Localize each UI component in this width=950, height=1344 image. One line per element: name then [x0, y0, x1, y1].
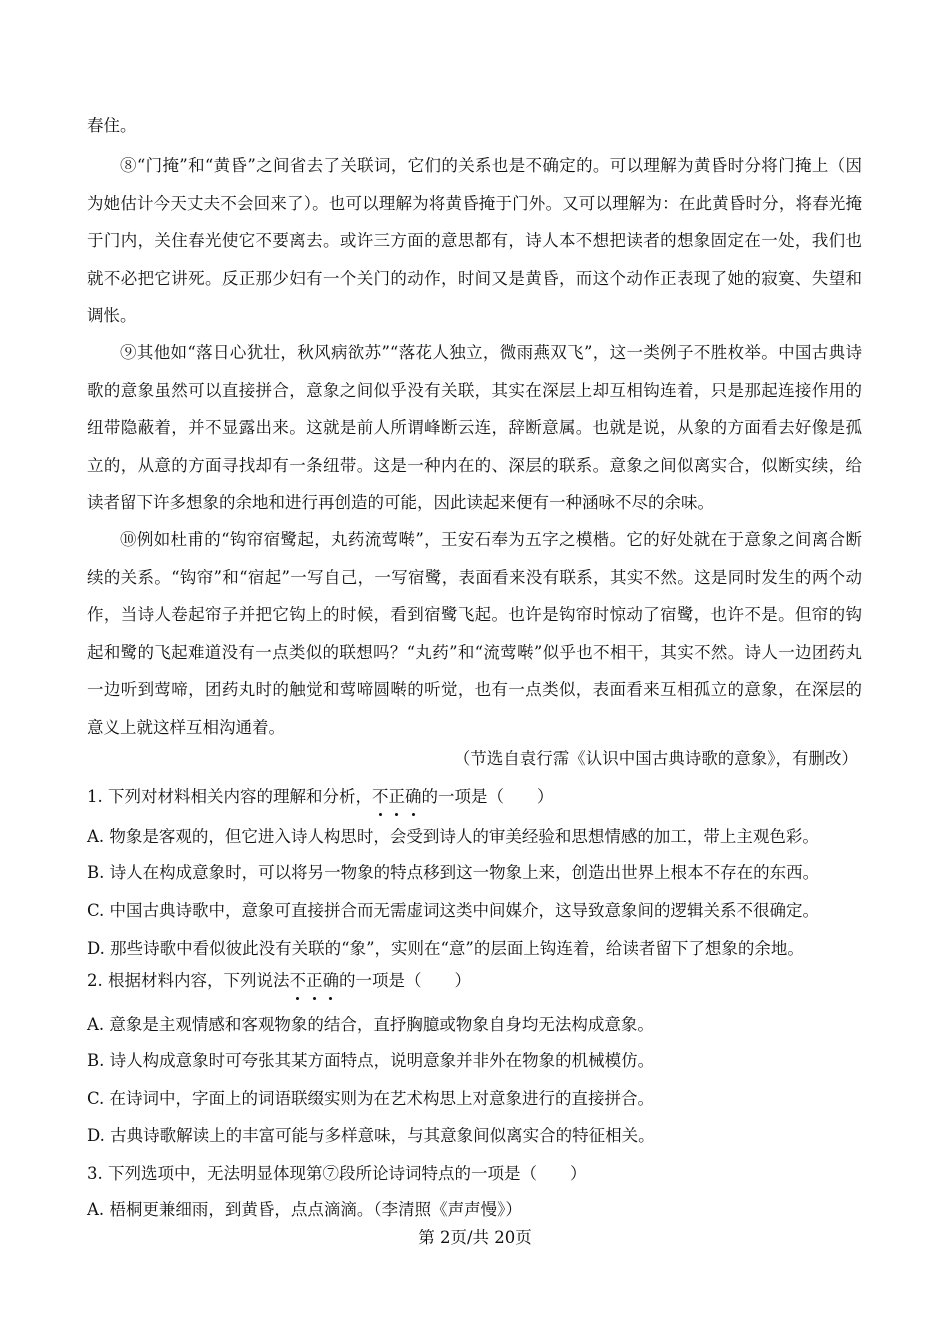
question-1-option-c: C. 中国古典诗歌中，意象可直接拼合而无需虚词这类中间媒介，这导致意象间的逻辑关系不很确定。 [87, 901, 820, 920]
source-citation: （节选自袁行霈《认识中国古典诗歌的意象》，有删改） [453, 749, 858, 768]
question-2-option-b: B. 诗人构成意象时可夸张其某方面特点，说明意象并非外在物象的机械模仿。 [87, 1051, 655, 1070]
emphasis-char: 不 [290, 969, 307, 993]
passage-paragraph-10: ⑩例如杜甫的“钩帘宿鹭起，丸药流莺啭”，王安石奉为五字之模楷。它的好处就在于意象之间离合断续的关系。“钩帘”和“宿起”一写自己，一写宿鹭，表面看来没有联系，其实不然。这是同时发生的两个动作，当诗人卷起帘子并把它钩上的时候，看到宿鹭飞起。也许是钩帘时惊动了宿鹭，也许不是。但帘的钩起和鹭的飞起难道没有一点类似的联想吗？“丸药”和“流莺啭”似乎也不相干，其实不然。诗人一边团药丸一边听到莺啼，团药丸时的触觉和莺啼圆啭的听觉，也有一点类似，表面看来互相孤立的意象，在深层的意义上就这样互相沟通着。 [87, 530, 862, 737]
question-1-option-d: D. 那些诗歌中看似彼此没有关联的“象”，实则在“意”的层面上钩连着，给读者留下了想象的余地。 [87, 939, 804, 958]
passage-paragraph-8: ⑧“门掩”和“黄昏”之间省去了关联词，它们的关系也是不确定的。可以理解为黄昏时分将门掩上（因为她估计今天丈夫不会回来了）。也可以理解为将黄昏掩于门外。又可以理解为：在此黄昏时分，将春光掩于门内，关住春光使它不要离去。或许三方面的意思都有，诗人本不想把读者的想象固定在一处，我们也就不必把它讲死。反正那少妇有一个关门的动作，时间又是黄昏，而这个动作正表现了她的寂寞、失望和调怅。 [87, 156, 862, 325]
question-2-option-a: A. 意象是主观情感和客观物象的结合，直抒胸臆或物象自身均无法构成意象。 [87, 1015, 654, 1034]
question-1-stem [87, 785, 877, 809]
question-1-option-a: A. 物象是客观的，但它进入诗人构思时，会受到诗人的审美经验和思想情感的加工，带上主观色彩。 [87, 827, 819, 846]
passage-fragment: 春住。 [87, 116, 137, 135]
emphasis-char: 正 [389, 785, 406, 809]
question-2-option-c: C. 在诗词中，字面上的词语联缀实则为在艺术构思上对意象进行的直接拼合。 [87, 1089, 655, 1108]
emphasis-char: 不 [372, 785, 389, 809]
question-2-stem [87, 969, 877, 993]
page-footer: 第 2页/共 20页 [418, 1228, 532, 1247]
question-3-option-a: A. 梧桐更兼细雨，到黄昏，点点滴滴。（李清照《声声慢》） [87, 1200, 522, 1219]
passage-paragraph-9: ⑨其他如“落日心犹壮，秋风病欲苏”“落花人独立，微雨燕双飞”，这一类例子不胜枚举。中国古典诗歌的意象虽然可以直接拼合，意象之间似乎没有关联，其实在深层上却互相钩连着，只是那起连接作用的纽带隐蔽着，并不显露出来。这就是前人所谓峰断云连，辞断意属。也就是说，从象的方面看去好像是孤立的，从意的方面寻找却有一条纽带。这是一种内在的、深层的联系。意象之间似离实合，似断实续，给读者留下许多想象的余地和进行再创造的可能，因此读起来便有一种涵咏不尽的余味。 [87, 343, 862, 512]
question-3-stem: 3. 下列选项中，无法明显体现第⑦段所论诗词特点的一项是（ ） [87, 1164, 587, 1183]
question-1-stem-start: 1. 下列对材料相关内容的理解和分析， [87, 787, 372, 806]
emphasis-char: 确 [323, 969, 340, 993]
question-2-stem-start: 2. 根据材料内容，下列说法 [87, 971, 290, 990]
emphasis-char: 确 [405, 785, 422, 809]
question-2-option-d: D. 古典诗歌解读上的丰富可能与多样意味，与其意象间似离实合的特征相关。 [87, 1126, 655, 1145]
emphasis-char: 正 [306, 969, 323, 993]
question-1-option-b: B. 诗人在构成意象时，可以将另一物象的特点移到这一物象上来，创造出世界上根本不存在的东西。 [87, 863, 820, 882]
question-1-stem-end: 的一项是（ ） [421, 787, 554, 806]
question-2-stem-end: 的一项是（ ） [339, 971, 471, 990]
